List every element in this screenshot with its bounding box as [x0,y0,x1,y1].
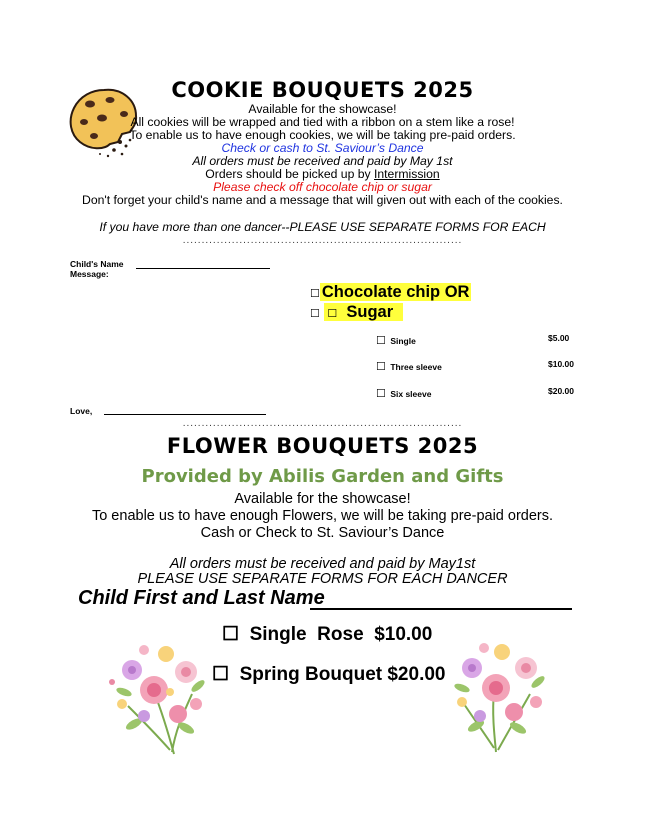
option-six-sleeve[interactable]: ☐ Six sleeve [376,388,432,400]
price-single: $5.00 [548,333,570,343]
provider-name: Provided by Abilis Garden and Gifts [141,466,504,487]
option-three-sleeve[interactable]: ☐ Three sleeve [376,361,442,373]
flavor-chocolate[interactable]: ☐ Chocolate chip OR [310,283,470,301]
child-first-last-label: Child First and Last Name [78,587,325,609]
flower-option-single-rose[interactable]: ☐ Single Rose $10.00 [222,624,433,645]
message-label: Message: [70,269,109,279]
flower-option-spring-bouquet[interactable]: ☐ Spring Bouquet $20.00 [212,664,446,685]
flower-line: Cash or Check to St. Saviour’s Dance [200,525,445,541]
dotted-divider: .......................................................................... [182,418,463,429]
flower-separate-note: PLEASE USE SEPARATE FORMS FOR EACH DANCER [137,571,508,587]
cookie-line: To enable us to have enough cookies, we will be taking pre-paid orders. [129,128,516,142]
separate-forms-note: If you have more than one dancer--PLEASE USE SEPARATE FORMS FOR EACH [99,220,546,234]
flower-bouquet-icon [104,632,214,757]
flower-title: FLOWER BOUQUETS 2025 [166,434,479,458]
dotted-divider: .......................................................................... [182,235,463,246]
cookie-title: COOKIE BOUQUETS 2025 [171,78,474,102]
cookie-line: Available for the showcase! [248,102,397,116]
payment-note: Check or cash to St. Saviour’s Dance [221,141,424,155]
checkbox[interactable]: ☐ [212,664,230,685]
cookie-line: All cookies will be wrapped and tied with a ribbon on a stem like a rose! [130,115,515,129]
flower-line: Available for the showcase! [234,491,411,507]
price-three-sleeve: $10.00 [548,359,574,369]
deadline-note: All orders must be received and paid by May 1st [192,154,453,168]
flower-line: To enable us to have enough Flowers, we will be taking pre-paid orders. [91,508,554,524]
option-single[interactable]: ☐ Single [376,335,416,347]
flavor-instruction: Please check off chocolate chip or sugar [213,180,432,194]
love-field[interactable] [104,414,266,415]
checkbox[interactable]: ☐ [310,288,320,300]
flavor-sugar[interactable]: ☐ ☐ Sugar [310,303,403,322]
pickup-note: Orders should be picked up by Intermission [205,167,440,181]
cookie-line: Don't forget your child's name and a message that will given out with each of the cookies. [82,193,563,207]
child-name-label: Child's Name [70,259,124,269]
love-label: Love, [70,406,93,416]
price-six-sleeve: $20.00 [548,386,574,396]
child-name-field[interactable] [136,268,270,269]
checkbox[interactable]: ☐ [222,624,240,645]
child-first-last-field[interactable] [310,608,572,610]
flower-deadline: All orders must be received and paid by May1st [169,556,476,572]
checkbox[interactable]: ☐ [310,308,320,320]
flower-bouquet-icon [450,632,550,754]
